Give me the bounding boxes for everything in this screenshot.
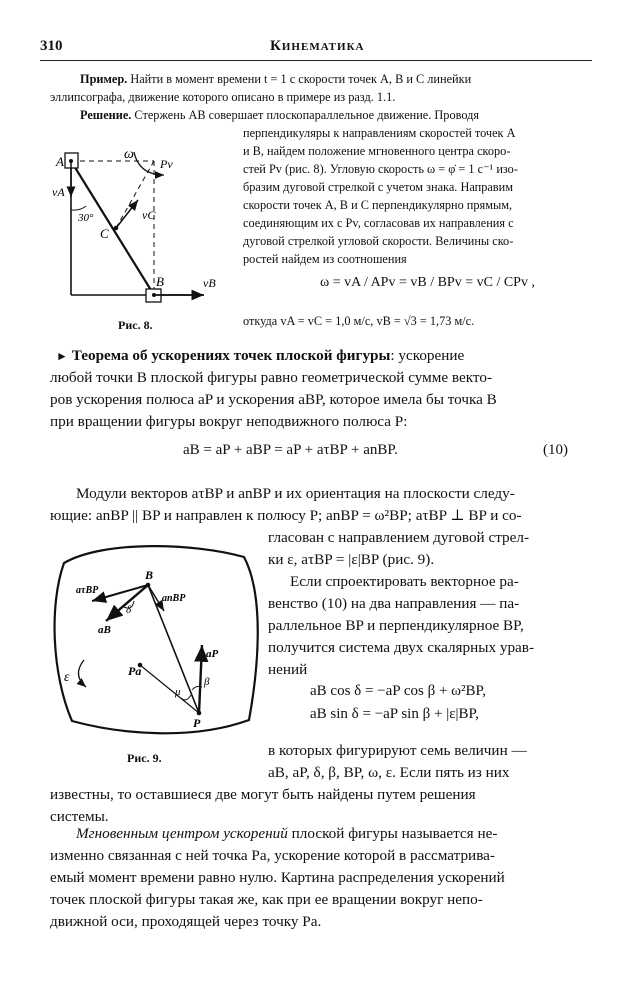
line-BP bbox=[148, 585, 199, 713]
moduli-text-7: раллельное BP и перпендикулярное BP, bbox=[268, 617, 524, 634]
definition-text-4: точек плоской фигуры такая же, как при ее вращении вокруг непо- bbox=[50, 891, 483, 908]
label-vB: vB bbox=[203, 276, 216, 290]
definition-text-2: изменно связанная с ней точка Pa, ускорение которой в рассматрива- bbox=[50, 847, 495, 864]
example-text-2: эллипсографа, движение которого описано в примере из разд. 1.1. bbox=[50, 90, 396, 104]
figure-9-caption: Рис. 9. bbox=[127, 751, 162, 765]
label-mu: μ bbox=[175, 686, 181, 698]
definition-text-5: движной оси, проходящей через точку Pa. bbox=[50, 913, 322, 930]
theorem-text-4: при вращении фигуры вокруг неподвижного полюса P: bbox=[50, 413, 408, 430]
figure-8-caption: Рис. 8. bbox=[118, 318, 153, 332]
header-rule bbox=[40, 60, 592, 61]
definition-text-3: емый момент времени равно нулю. Картина распределения ускорений bbox=[50, 869, 505, 886]
label-aB: aB bbox=[98, 624, 111, 636]
example-text-1: Найти в момент времени t = 1 с скорости точек A, B и C линейки bbox=[127, 72, 472, 86]
solution-text-2: перпендикуляры к направлениям скоростей точек A bbox=[243, 126, 516, 140]
moduli-text-3: гласован с направлением дуговой стрел- bbox=[268, 529, 529, 546]
theorem-title: Теорема об ускорениях точек плоской фигуры bbox=[71, 347, 391, 364]
theorem-marker: ► bbox=[56, 349, 68, 363]
label-B: B bbox=[145, 568, 154, 582]
label-aBPn: anBP bbox=[162, 593, 186, 604]
moduli-text-12: известны, то оставшиеся две могут быть найдены путем решения bbox=[50, 786, 476, 803]
solution-text-5: бразим дуговой стрелкой с учетом знака. Направим bbox=[243, 180, 513, 194]
moduli-text-9: нений bbox=[268, 661, 308, 678]
definition-line-1 bbox=[76, 823, 497, 845]
theorem-equation: aB = aP + aBP = aP + aτBP + anBP. bbox=[183, 442, 398, 458]
moduli-text-5: Если спроектировать векторное ра- bbox=[290, 573, 519, 590]
moduli-text-6: венство (10) на два направления — па- bbox=[268, 595, 520, 612]
solution-line-1 bbox=[80, 107, 479, 125]
vector-aP bbox=[199, 645, 202, 713]
moduli-eq-1: aB cos δ = −aP cos β + ω²BP, bbox=[310, 683, 486, 699]
label-aP: aP bbox=[206, 648, 219, 660]
solution-text-8: дуговой стрелкой угловой скорости. Величины ско- bbox=[243, 234, 514, 248]
moduli-text-11: aB, aP, δ, β, BP, ω, ε. Если пять из них bbox=[268, 764, 510, 781]
label-30deg: 30° bbox=[78, 212, 94, 224]
moduli-text-13: системы. bbox=[50, 808, 109, 825]
solution-label: Решение. bbox=[80, 108, 132, 122]
moduli-text-4: ки ε, aτBP = |ε|BP (рис. 9). bbox=[268, 551, 435, 568]
solution-text-3: и B, найдем положение мгновенного центра скоро- bbox=[243, 144, 511, 158]
theorem-eq-number: (10) bbox=[543, 442, 568, 458]
point-B bbox=[146, 583, 151, 588]
plane-figure-outline bbox=[55, 546, 258, 733]
solution-formula: ω = vA / APv = vB / BPv = vC / CPv , bbox=[320, 275, 535, 290]
moduli-text-1: Модули векторов aτBP и anBP и их ориентация на плоскости следу- bbox=[76, 485, 515, 502]
label-P: P bbox=[193, 716, 201, 730]
solution-result: откуда vA = vC = 1,0 м/с, vB = √3 = 1,73 м/с. bbox=[243, 314, 475, 328]
rod-AB bbox=[71, 161, 154, 295]
moduli-text-8: получится система двух скалярных урав- bbox=[268, 639, 535, 656]
figure-8 bbox=[36, 140, 241, 315]
point-P bbox=[197, 711, 202, 716]
label-Pa: Pa bbox=[128, 664, 142, 678]
running-title: Кинематика bbox=[270, 38, 365, 54]
example-line-1 bbox=[80, 71, 471, 89]
label-delta: δ bbox=[126, 604, 132, 616]
label-A: A bbox=[56, 154, 64, 169]
solution-text-6: скорости точек A, B и C перпендикулярно прямым, bbox=[243, 198, 513, 212]
solution-text-4: стей Pv (рис. 8). Угловую скорость ω = φ̇ = 1 с⁻¹ изо- bbox=[243, 162, 518, 176]
label-Pv: Pv bbox=[160, 157, 173, 171]
solution-text-1: Стержень AB совершает плоскопараллельное движение. Проводя bbox=[131, 108, 480, 122]
label-vA: vA bbox=[52, 185, 65, 199]
theorem-line-1 bbox=[56, 345, 464, 367]
example-label: Пример. bbox=[80, 72, 128, 86]
moduli-text-2: ющие: anBP || BP и направлен к полюсу P; anBP = ω²BP; aτBP ⊥ BP и со- bbox=[50, 507, 522, 524]
vector-vC bbox=[116, 200, 138, 228]
angle-mu-arc bbox=[181, 695, 191, 700]
moduli-text-10: в которых фигурируют семь величин — bbox=[268, 742, 527, 759]
definition-text-1: плоской фигуры называется не- bbox=[287, 825, 498, 842]
moduli-eq-2: aB sin δ = −aP sin β + |ε|BP, bbox=[310, 706, 479, 722]
theorem-text-2: любой точки B плоской фигуры равно геометрической сумме векто- bbox=[50, 369, 493, 386]
label-epsilon: ε bbox=[64, 670, 70, 685]
page-number: 310 bbox=[40, 38, 63, 54]
epsilon-arc bbox=[78, 660, 86, 687]
angle-arc bbox=[71, 206, 86, 210]
label-vC: vC bbox=[142, 208, 156, 222]
label-C: C bbox=[100, 226, 109, 241]
label-beta: β bbox=[204, 676, 210, 688]
label-B: B bbox=[156, 274, 164, 289]
theorem-text-3: ров ускорения полюса aP и ускорения aBP, которое имела бы точка B bbox=[50, 391, 497, 408]
solution-text-9: ростей найдем из соотношения bbox=[243, 252, 407, 266]
theorem-text-1: : ускорение bbox=[390, 347, 465, 364]
label-omega: ω bbox=[124, 147, 134, 162]
figure-9 bbox=[44, 535, 266, 745]
solution-text-7: соединяющим их с Pv, согласовав их направления с bbox=[243, 216, 514, 230]
definition-term: Мгновенным центром ускорений bbox=[76, 825, 288, 842]
label-aBPt: aτBP bbox=[76, 585, 99, 596]
